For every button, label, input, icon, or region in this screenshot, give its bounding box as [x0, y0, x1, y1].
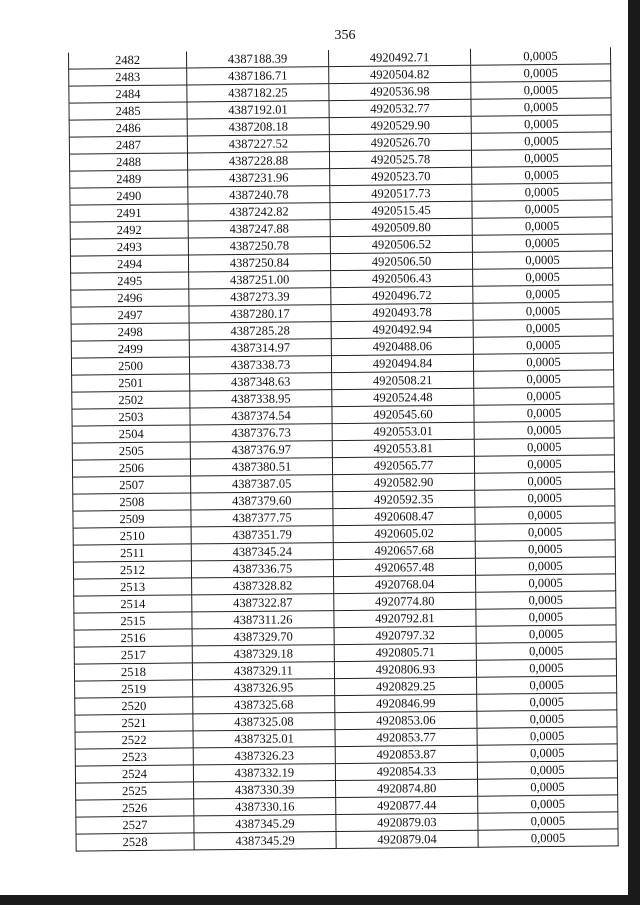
y-coordinate-cell: 4920797.32: [334, 627, 476, 645]
error-cell: 0,0005: [477, 744, 617, 762]
x-coordinate-cell: 4387227.52: [187, 135, 329, 153]
x-coordinate-cell: 4387326.95: [193, 679, 335, 697]
point-number-cell: 2488: [69, 153, 187, 171]
x-coordinate-cell: 4387242.82: [188, 203, 330, 221]
point-number-cell: 2485: [69, 102, 187, 120]
error-cell: 0,0005: [478, 812, 618, 830]
y-coordinate-cell: 4920582.90: [333, 474, 475, 492]
error-cell: 0,0005: [472, 200, 612, 218]
error-cell: 0,0005: [473, 302, 613, 320]
y-coordinate-cell: 4920854.33: [335, 763, 477, 781]
x-coordinate-cell: 4387351.79: [191, 526, 333, 544]
x-coordinate-cell: 4387338.73: [189, 356, 331, 374]
point-number-cell: 2502: [72, 391, 190, 409]
error-cell: 0,0005: [477, 761, 617, 779]
x-coordinate-cell: 4387336.75: [191, 560, 333, 578]
x-coordinate-cell: 4387280.17: [189, 305, 331, 323]
y-coordinate-cell: 4920874.80: [336, 780, 478, 798]
error-cell: 0,0005: [477, 710, 617, 728]
x-coordinate-cell: 4387325.01: [193, 730, 335, 748]
point-number-cell: 2510: [73, 527, 191, 545]
x-coordinate-cell: 4387285.28: [189, 322, 331, 340]
y-coordinate-cell: 4920768.04: [334, 576, 476, 594]
x-coordinate-cell: 4387345.29: [194, 815, 336, 833]
error-cell: 0,0005: [471, 149, 611, 167]
point-number-cell: 2519: [75, 680, 193, 698]
x-coordinate-cell: 4387326.23: [193, 747, 335, 765]
point-number-cell: 2507: [73, 476, 191, 494]
error-cell: 0,0005: [474, 421, 614, 439]
point-number-cell: 2492: [70, 221, 188, 239]
point-number-cell: 2516: [74, 629, 192, 647]
x-coordinate-cell: 4387250.78: [188, 237, 330, 255]
y-coordinate-cell: 4920506.43: [331, 270, 473, 288]
x-coordinate-cell: 4387247.88: [188, 220, 330, 238]
x-coordinate-cell: 4387348.63: [190, 373, 332, 391]
point-number-cell: 2512: [73, 561, 191, 579]
y-coordinate-cell: 4920493.78: [331, 304, 473, 322]
y-coordinate-cell: 4920592.35: [333, 491, 475, 509]
point-number-cell: 2490: [70, 187, 188, 205]
coordinates-table-body: [69, 47, 619, 851]
error-cell: 0,0005: [476, 642, 616, 660]
error-cell: 0,0005: [475, 523, 615, 541]
point-number-cell: 2498: [71, 323, 189, 341]
error-cell: 0,0005: [478, 829, 618, 847]
point-number-cell: 2515: [74, 612, 192, 630]
y-coordinate-cell: 4920536.98: [329, 83, 471, 101]
scan-edge-bottom: [0, 895, 640, 905]
y-coordinate-cell: 4920853.87: [335, 746, 477, 764]
point-number-cell: 2521: [75, 714, 193, 732]
point-number-cell: 2495: [71, 272, 189, 290]
error-cell: 0,0005: [473, 285, 613, 303]
point-number-cell: 2487: [69, 136, 187, 154]
point-number-cell: 2494: [70, 255, 188, 273]
y-coordinate-cell: 4920509.80: [330, 219, 472, 237]
y-coordinate-cell: 4920553.01: [332, 423, 474, 441]
x-coordinate-cell: 4387240.78: [188, 186, 330, 204]
point-number-cell: 2505: [72, 442, 190, 460]
point-number-cell: 2483: [69, 68, 187, 86]
error-cell: 0,0005: [471, 115, 611, 133]
point-number-cell: 2500: [71, 357, 189, 375]
y-coordinate-cell: 4920515.45: [330, 202, 472, 220]
x-coordinate-cell: 4387374.54: [190, 407, 332, 425]
point-number-cell: 2491: [70, 204, 188, 222]
x-coordinate-cell: 4387314.97: [189, 339, 331, 357]
x-coordinate-cell: 4387325.68: [193, 696, 335, 714]
y-coordinate-cell: 4920523.70: [330, 168, 472, 186]
x-coordinate-cell: 4387332.19: [193, 764, 335, 782]
point-number-cell: 2518: [74, 663, 192, 681]
x-coordinate-cell: 4387330.39: [194, 781, 336, 799]
point-number-cell: 2484: [69, 85, 187, 103]
coordinates-table-wrapper: [68, 47, 618, 880]
point-number-cell: 2504: [72, 425, 190, 443]
error-cell: 0,0005: [477, 727, 617, 745]
point-number-cell: 2511: [73, 544, 191, 562]
error-cell: 0,0005: [474, 438, 614, 456]
y-coordinate-cell: 4920605.02: [333, 525, 475, 543]
y-coordinate-cell: 4920774.80: [334, 593, 476, 611]
y-coordinate-cell: 4920879.04: [336, 831, 478, 849]
point-number-cell: 2493: [70, 238, 188, 256]
point-number-cell: 2501: [72, 374, 190, 392]
x-coordinate-cell: 4387192.01: [187, 101, 329, 119]
point-number-cell: 2506: [72, 459, 190, 477]
x-coordinate-cell: 4387379.60: [191, 492, 333, 510]
y-coordinate-cell: 4920517.73: [330, 185, 472, 203]
x-coordinate-cell: 4387273.39: [189, 288, 331, 306]
y-coordinate-cell: 4920553.81: [332, 440, 474, 458]
error-cell: 0,0005: [475, 472, 615, 490]
y-coordinate-cell: 4920565.77: [332, 457, 474, 475]
error-cell: 0,0005: [476, 591, 616, 609]
x-coordinate-cell: 4387182.25: [187, 84, 329, 102]
y-coordinate-cell: 4920829.25: [335, 678, 477, 696]
point-number-cell: 2525: [76, 782, 194, 800]
x-coordinate-cell: 4387188.39: [187, 50, 329, 68]
y-coordinate-cell: 4920496.72: [331, 287, 473, 305]
error-cell: 0,0005: [474, 455, 614, 473]
error-cell: 0,0005: [471, 81, 611, 99]
y-coordinate-cell: 4920792.81: [334, 610, 476, 628]
error-cell: 0,0005: [473, 336, 613, 354]
x-coordinate-cell: 4387377.75: [191, 509, 333, 527]
error-cell: 0,0005: [474, 404, 614, 422]
error-cell: 0,0005: [478, 795, 618, 813]
y-coordinate-cell: 4920657.68: [333, 542, 475, 560]
error-cell: 0,0005: [473, 319, 613, 337]
point-number-cell: 2517: [74, 646, 192, 664]
error-cell: 0,0005: [471, 98, 611, 116]
x-coordinate-cell: 4387329.70: [192, 628, 334, 646]
point-number-cell: 2526: [76, 799, 194, 817]
point-number-cell: 2520: [75, 697, 193, 715]
point-number-cell: 2527: [76, 816, 194, 834]
point-number-cell: 2503: [72, 408, 190, 426]
error-cell: 0,0005: [476, 574, 616, 592]
point-number-cell: 2489: [70, 170, 188, 188]
y-coordinate-cell: 4920529.90: [329, 117, 471, 135]
x-coordinate-cell: 4387325.08: [193, 713, 335, 731]
point-number-cell: 2522: [75, 731, 193, 749]
coordinates-table: [68, 47, 619, 852]
y-coordinate-cell: 4920545.60: [332, 406, 474, 424]
error-cell: 0,0005: [472, 234, 612, 252]
y-coordinate-cell: 4920532.77: [329, 100, 471, 118]
scan-edge-right: [628, 0, 640, 905]
error-cell: 0,0005: [471, 64, 611, 82]
y-coordinate-cell: 4920526.70: [329, 134, 471, 152]
point-number-cell: 2528: [76, 833, 194, 851]
point-number-cell: 2486: [69, 119, 187, 137]
point-number-cell: 2509: [73, 510, 191, 528]
y-coordinate-cell: 4920492.71: [329, 49, 471, 67]
error-cell: 0,0005: [472, 217, 612, 235]
error-cell: 0,0005: [470, 47, 610, 65]
x-coordinate-cell: 4387376.73: [190, 424, 332, 442]
error-cell: 0,0005: [473, 353, 613, 371]
y-coordinate-cell: 4920492.94: [331, 321, 473, 339]
y-coordinate-cell: 4920506.50: [330, 253, 472, 271]
point-number-cell: 2497: [71, 306, 189, 324]
y-coordinate-cell: 4920657.48: [333, 559, 475, 577]
y-coordinate-cell: 4920806.93: [334, 661, 476, 679]
error-cell: 0,0005: [476, 625, 616, 643]
error-cell: 0,0005: [471, 132, 611, 150]
error-cell: 0,0005: [475, 489, 615, 507]
y-coordinate-cell: 4920608.47: [333, 508, 475, 526]
error-cell: 0,0005: [477, 693, 617, 711]
x-coordinate-cell: 4387228.88: [187, 152, 329, 170]
error-cell: 0,0005: [477, 676, 617, 694]
x-coordinate-cell: 4387380.51: [190, 458, 332, 476]
x-coordinate-cell: 4387311.26: [192, 611, 334, 629]
x-coordinate-cell: 4387251.00: [189, 271, 331, 289]
error-cell: 0,0005: [474, 370, 614, 388]
x-coordinate-cell: 4387186.71: [187, 67, 329, 85]
point-number-cell: 2524: [75, 765, 193, 783]
y-coordinate-cell: 4920853.06: [335, 712, 477, 730]
y-coordinate-cell: 4920488.06: [331, 338, 473, 356]
y-coordinate-cell: 4920506.52: [330, 236, 472, 254]
point-number-cell: 2523: [75, 748, 193, 766]
x-coordinate-cell: 4387322.87: [192, 594, 334, 612]
x-coordinate-cell: 4387376.97: [190, 441, 332, 459]
x-coordinate-cell: 4387329.18: [192, 645, 334, 663]
y-coordinate-cell: 4920494.84: [331, 355, 473, 373]
point-number-cell: 2496: [71, 289, 189, 307]
x-coordinate-cell: 4387231.96: [188, 169, 330, 187]
x-coordinate-cell: 4387387.05: [191, 475, 333, 493]
point-number-cell: 2513: [74, 578, 192, 596]
y-coordinate-cell: 4920879.03: [336, 814, 478, 832]
point-number-cell: 2482: [69, 51, 187, 69]
y-coordinate-cell: 4920508.21: [332, 372, 474, 390]
x-coordinate-cell: 4387329.11: [192, 662, 334, 680]
y-coordinate-cell: 4920853.77: [335, 729, 477, 747]
y-coordinate-cell: 4920524.48: [332, 389, 474, 407]
y-coordinate-cell: 4920846.99: [335, 695, 477, 713]
point-number-cell: 2514: [74, 595, 192, 613]
point-number-cell: 2508: [73, 493, 191, 511]
x-coordinate-cell: 4387338.95: [190, 390, 332, 408]
error-cell: 0,0005: [472, 251, 612, 269]
y-coordinate-cell: 4920805.71: [334, 644, 476, 662]
error-cell: 0,0005: [472, 166, 612, 184]
error-cell: 0,0005: [475, 506, 615, 524]
error-cell: 0,0005: [473, 268, 613, 286]
y-coordinate-cell: 4920525.78: [329, 151, 471, 169]
error-cell: 0,0005: [475, 557, 615, 575]
x-coordinate-cell: 4387330.16: [194, 798, 336, 816]
error-cell: 0,0005: [475, 540, 615, 558]
error-cell: 0,0005: [476, 659, 616, 677]
point-number-cell: 2499: [71, 340, 189, 358]
y-coordinate-cell: 4920504.82: [329, 66, 471, 84]
error-cell: 0,0005: [474, 387, 614, 405]
error-cell: 0,0005: [476, 608, 616, 626]
x-coordinate-cell: 4387250.84: [188, 254, 330, 272]
page-number: 356: [334, 28, 356, 43]
x-coordinate-cell: 4387328.82: [192, 577, 334, 595]
error-cell: 0,0005: [478, 778, 618, 796]
y-coordinate-cell: 4920877.44: [336, 797, 478, 815]
x-coordinate-cell: 4387208.18: [187, 118, 329, 136]
x-coordinate-cell: 4387345.29: [194, 832, 336, 850]
x-coordinate-cell: 4387345.24: [191, 543, 333, 561]
error-cell: 0,0005: [472, 183, 612, 201]
